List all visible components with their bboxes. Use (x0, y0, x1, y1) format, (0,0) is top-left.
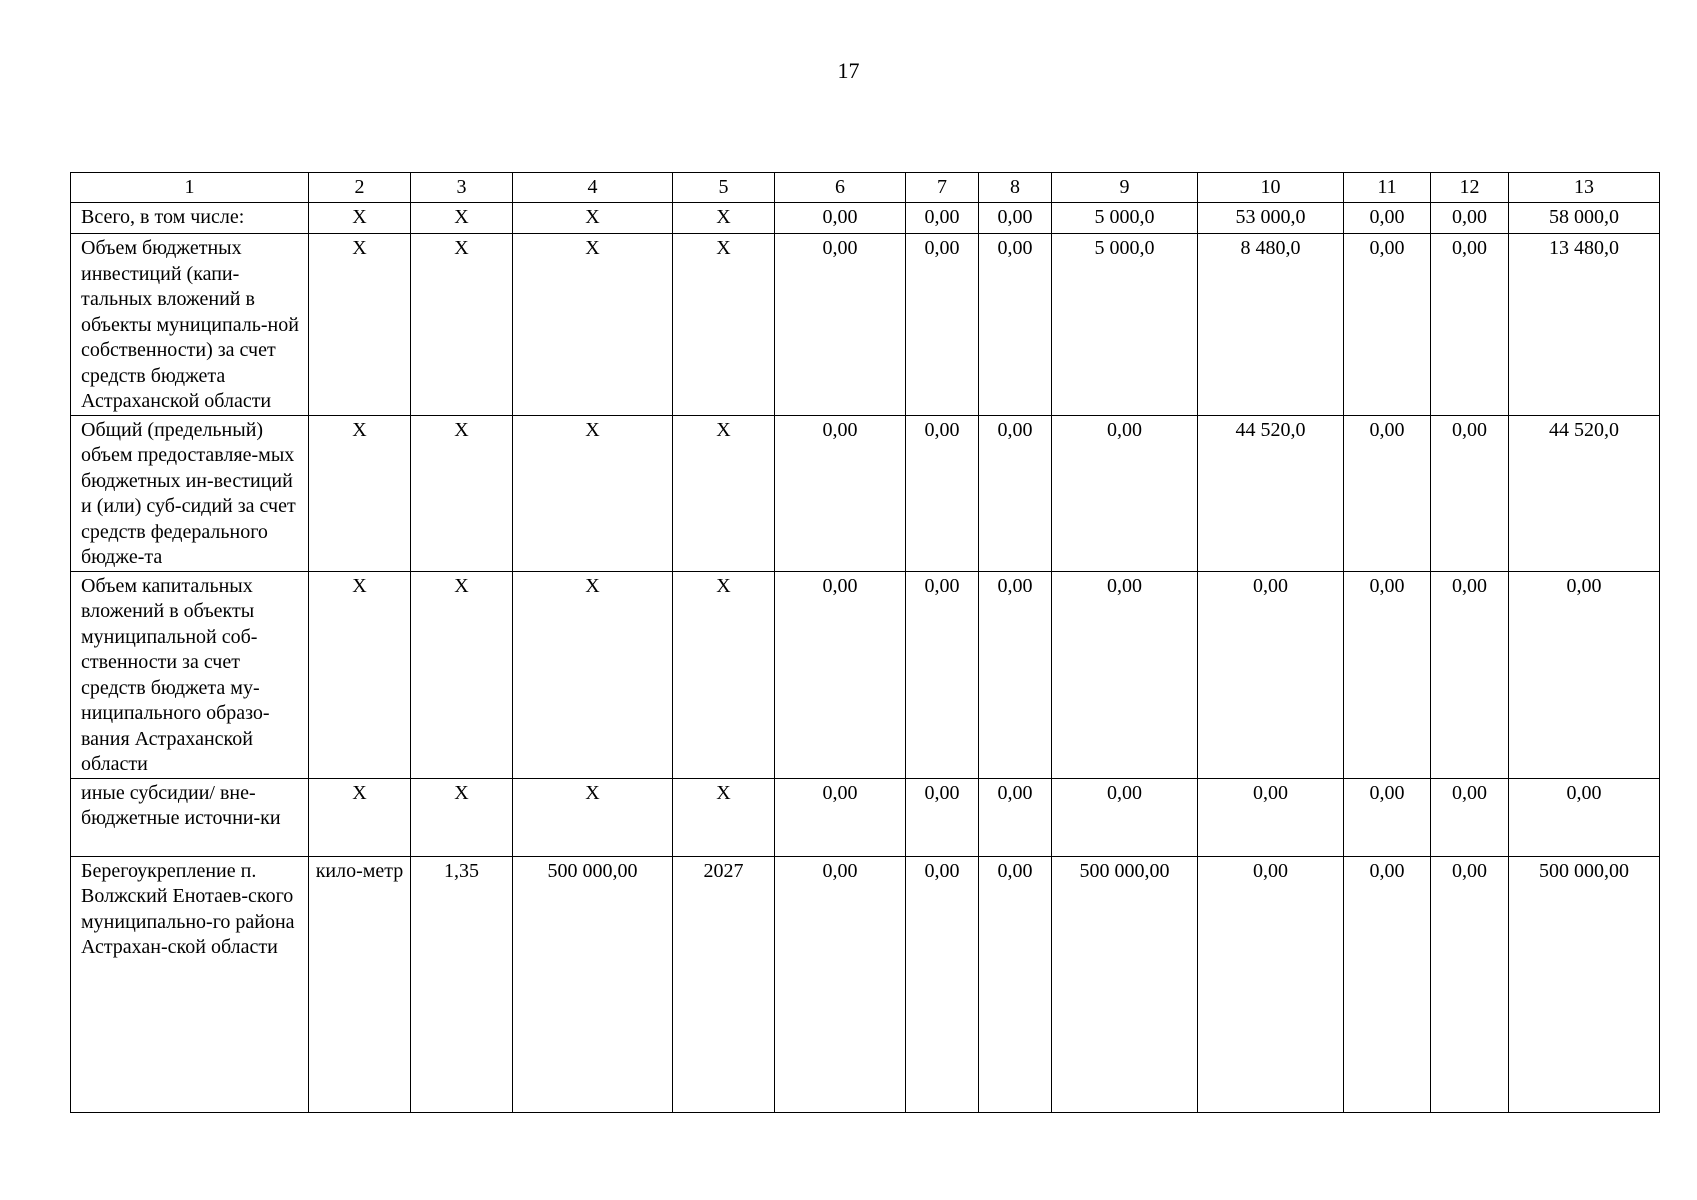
table-cell: X (309, 571, 411, 778)
table-cell: 500 000,00 (1052, 856, 1198, 1112)
page-number: 17 (837, 58, 860, 83)
column-header: 5 (673, 173, 775, 203)
table-cell: 44 520,0 (1198, 415, 1344, 571)
row-name: Объем бюджетных инвестиций (капи-тальных вложений в объекты муниципаль-ной собственности) за счет средств бюджета Астраханской области (71, 234, 309, 416)
table-cell: X (309, 778, 411, 856)
column-header: 4 (513, 173, 673, 203)
table-row-federal-budget (71, 415, 1660, 571)
table-cell: 0,00 (775, 203, 906, 234)
table-cell: 0,00 (1431, 571, 1509, 778)
column-header: 13 (1509, 173, 1660, 203)
table-cell: 0,00 (1344, 778, 1431, 856)
row-name: иные субсидии/ вне-бюджетные источни-ки (71, 778, 309, 856)
table-row-other-subsidies (71, 778, 1660, 856)
table-cell: X (513, 571, 673, 778)
row-name: Общий (предельный) объем предоставляе-мых бюджетных ин-вестиций и (или) суб-сидий за счет средств федерального бюдже-та (71, 415, 309, 571)
table-cell: 0,00 (1198, 778, 1344, 856)
column-header: 2 (309, 173, 411, 203)
row-name: Объем капитальных вложений в объекты муниципальной соб-ственности за счет средств бюджета му-ниципального образо-вания Астраханской области (71, 571, 309, 778)
table-cell: X (411, 778, 513, 856)
table-cell: 0,00 (1431, 856, 1509, 1112)
table-cell: 0,00 (1344, 856, 1431, 1112)
table-cell: X (673, 203, 775, 234)
table-cell: X (513, 234, 673, 416)
table-cell: 0,00 (1344, 234, 1431, 416)
column-header: 1 (71, 173, 309, 203)
row-name: Всего, в том числе: (71, 203, 309, 234)
table-cell: 0,00 (979, 234, 1052, 416)
table-row-municipal-capital (71, 571, 1660, 778)
table-cell: X (673, 234, 775, 416)
column-header: 12 (1431, 173, 1509, 203)
table-row-regional-investment (71, 234, 1660, 416)
table-cell: 0,00 (1052, 778, 1198, 856)
table-row-bank-protection (71, 856, 1660, 1112)
table-cell: 0,00 (906, 856, 979, 1112)
table-cell: 53 000,0 (1198, 203, 1344, 234)
column-header: 11 (1344, 173, 1431, 203)
table-cell: X (513, 415, 673, 571)
table-cell: X (411, 203, 513, 234)
table-cell: 0,00 (979, 856, 1052, 1112)
table-cell: кило-метр (309, 856, 411, 1112)
table-cell: 1,35 (411, 856, 513, 1112)
table-cell: X (309, 203, 411, 234)
column-header: 6 (775, 173, 906, 203)
column-header: 9 (1052, 173, 1198, 203)
budget-table (70, 172, 1660, 1113)
table-header-row (71, 173, 1660, 203)
table-cell: 0,00 (1344, 415, 1431, 571)
table-cell: X (673, 571, 775, 778)
table-cell: X (411, 415, 513, 571)
table-cell: 0,00 (979, 203, 1052, 234)
table-cell: 0,00 (906, 778, 979, 856)
table-cell: 0,00 (1509, 571, 1660, 778)
table-row-total (71, 203, 1660, 234)
table-cell: 500 000,00 (1509, 856, 1660, 1112)
column-header: 8 (979, 173, 1052, 203)
table-cell: 0,00 (1431, 415, 1509, 571)
table-cell: X (411, 234, 513, 416)
table-cell: 0,00 (775, 856, 906, 1112)
table-cell: X (673, 415, 775, 571)
table-cell: 0,00 (775, 415, 906, 571)
table-cell: 58 000,0 (1509, 203, 1660, 234)
table-cell: 0,00 (1431, 234, 1509, 416)
table-cell: 5 000,0 (1052, 203, 1198, 234)
table-cell: 0,00 (906, 234, 979, 416)
table-cell: 0,00 (1198, 571, 1344, 778)
table-cell: X (309, 234, 411, 416)
table-cell: 0,00 (775, 571, 906, 778)
table-cell: 0,00 (1431, 778, 1509, 856)
table-cell: 0,00 (1509, 778, 1660, 856)
table-cell: 0,00 (1052, 415, 1198, 571)
table-cell: 0,00 (979, 778, 1052, 856)
table-cell: X (309, 415, 411, 571)
table-cell: 44 520,0 (1509, 415, 1660, 571)
table-cell: 0,00 (775, 234, 906, 416)
column-header: 7 (906, 173, 979, 203)
column-header: 10 (1198, 173, 1344, 203)
table-cell: 0,00 (1431, 203, 1509, 234)
column-header: 3 (411, 173, 513, 203)
table-cell: 0,00 (906, 203, 979, 234)
table-cell: X (513, 203, 673, 234)
table-cell: X (513, 778, 673, 856)
row-name: Берегоукрепление п. Волжский Енотаев-ского муниципально-го района Астрахан-ской области (71, 856, 309, 1112)
table-cell: 0,00 (906, 571, 979, 778)
table-cell: 0,00 (906, 415, 979, 571)
table-cell: 0,00 (1344, 203, 1431, 234)
table-cell: X (411, 571, 513, 778)
table-cell: 500 000,00 (513, 856, 673, 1112)
table-cell: 0,00 (1344, 571, 1431, 778)
table-cell: X (673, 778, 775, 856)
table-cell: 0,00 (1198, 856, 1344, 1112)
table-cell: 0,00 (775, 778, 906, 856)
table-cell: 2027 (673, 856, 775, 1112)
table-cell: 0,00 (1052, 571, 1198, 778)
table-cell: 5 000,0 (1052, 234, 1198, 416)
table-cell: 13 480,0 (1509, 234, 1660, 416)
table-cell: 0,00 (979, 571, 1052, 778)
table-cell: 8 480,0 (1198, 234, 1344, 416)
table-cell: 0,00 (979, 415, 1052, 571)
